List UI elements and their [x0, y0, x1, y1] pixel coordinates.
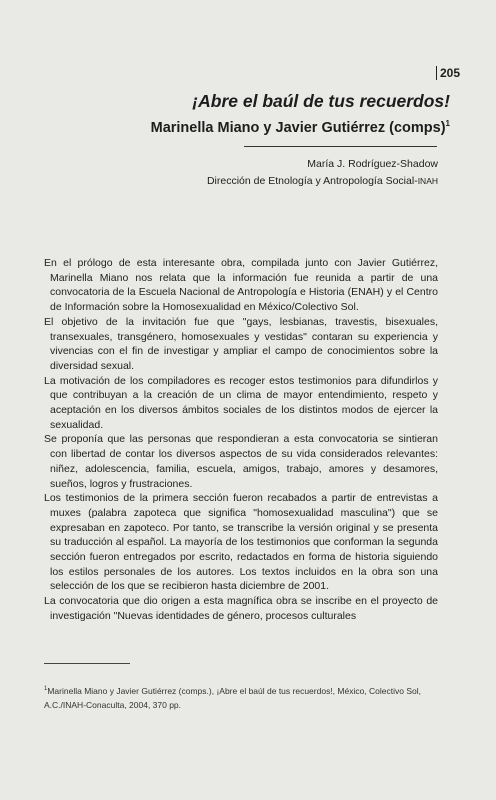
- footnote-divider: [44, 663, 130, 664]
- footnote-text: Marinella Miano y Javier Gutiérrez (comps.), ¡Abre el baúl de tus recuerdos!, México, Colectivo Sol, A.C./INAH-Conaculta, 2004, 370 pp.: [44, 685, 422, 710]
- book-authors: [100, 114, 450, 138]
- title-divider: [244, 146, 437, 147]
- footnote-marker: 1: [44, 686, 48, 692]
- paragraph: La convocatoria que dio origen a esta magnífica obra se inscribe en el proyecto de investigación "Nuevas identidades de género, procesos culturales: [44, 595, 438, 622]
- footnote-reference: 1: [445, 119, 450, 128]
- affiliation-text: Dirección de Etnología y Antropología Social-: [206, 175, 418, 187]
- paragraph: En el prólogo de esta interesante obra, compilada junto con Javier Gutiérrez, Marinella Miano nos relata que la información fue reunida a partir de una convocatoria de la Escuela Nacional de Antropología e Historia (ENAH) y el Centro de Información sobre la Homosexualidad en México/Colectivo Sol.: [44, 257, 438, 314]
- footnote: [44, 682, 438, 712]
- page-number: 205: [436, 66, 480, 80]
- review-title: [150, 90, 450, 112]
- paragraph: Los testimonios de la primera sección fueron recabados a partir de entrevistas a muxes (palabra zapoteca que significa "homosexualidad masculina") que se expresaban en zapoteco. Por tanto, se transcribe la versión original y se presenta su traducción al español. La mayoría de los testimonios que conforman la segunda sección fueron entregados por escrito, redactados en forma de historia siguiendo los estilos personales de los autores. Los textos incluidos en la obra son una selección de los que se recibieron hasta diciembre de 2001.: [44, 492, 438, 593]
- review-title-text: ¡Abre el baúl de tus recuerdos!: [192, 91, 450, 111]
- affiliation-abbreviation: INAH: [417, 176, 438, 186]
- paragraph: La motivación de los compiladores es recoger estos testimonios para difundirlos y que contribuyan a la creación de un clima de mayor entendimiento, respeto y aceptación en los diversos ámbitos sociales de los distintos modos de ejercer la sexualidad.: [44, 374, 438, 431]
- reviewer-name: María J. Rodríguez-Shadow: [307, 158, 438, 170]
- paragraph: El objetivo de la invitación fue que "gays, lesbianas, travestis, bisexuales, transexuales, transgénero, homosexuales y vestidas" contaran su experiencia y vivencias con el fin de investigar y ampliar el campo de conocimientos sobre la diversidad sexual.: [44, 315, 438, 372]
- book-authors-text: Marinella Miano y Javier Gutiérrez (comps): [150, 119, 446, 136]
- reviewer-affiliation: [140, 175, 438, 188]
- review-body: [44, 256, 438, 624]
- paragraph: Se proponía que las personas que respondieran a esta convocatoria se sintieran con libertad de contar los diversos aspectos de su vida considerados relevantes: niñez, adolescencia, familia, escuela, amigos, trabajo, amores y desamores, sueños, logros y frustraciones.: [44, 433, 438, 490]
